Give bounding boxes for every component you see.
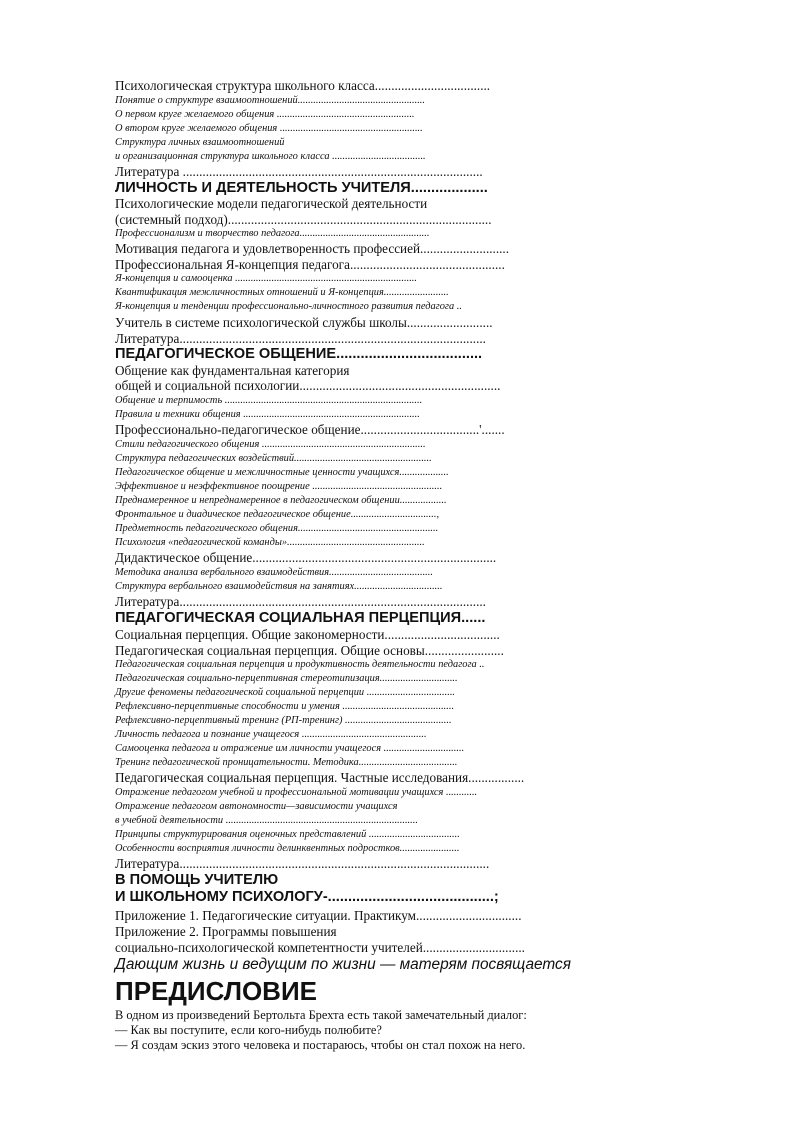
toc-subentry: О первом круге желаемого общения ..................................................... [115, 109, 415, 120]
toc-chapter-heading: И ШКОЛЬНОМУ ПСИХОЛОГУ-.........................................; [115, 889, 499, 905]
toc-subentry: Я-концепция и самооценка ...................................................................... [115, 273, 417, 284]
toc-entry: Социальная перцепция. Общие закономерности................................... [115, 627, 500, 642]
toc-entry: социально-психологической компетентности учителей............................... [115, 940, 525, 955]
toc-subentry: Самооценка педагога и отражение им личности учащегося ............................... [115, 743, 465, 754]
toc-subentry: Фронтальное и диадическое педагогическое общение................................., [115, 509, 440, 520]
toc-subentry: Стили педагогического общения ............................................................... [115, 439, 426, 450]
toc-subentry: Структура личных взаимоотношений [115, 137, 285, 148]
toc-subentry: и организационная структура школьного класса .................................... [115, 151, 426, 162]
toc-entry: Педагогическая социальная перцепция. Общие основы........................ [115, 643, 504, 658]
toc-chapter-heading: ЛИЧНОСТЬ И ДЕЯТЕЛЬНОСТЬ УЧИТЕЛЯ................... [115, 180, 488, 196]
toc-entry: Литература............................................................................................. [115, 594, 486, 609]
toc-subentry: Педагогическая социальная перцепция и продуктивность деятельности педагога .. [115, 659, 485, 670]
toc-subentry: Общение и терпимость ............................................................................ [115, 395, 423, 406]
toc-subentry: Квантификация межличностных отношений и Я-концепция......................... [115, 287, 449, 298]
toc-entry: Профессиональная Я-концепция педагога............................................... [115, 257, 505, 272]
toc-entry: Приложение 2. Программы повышения [115, 924, 337, 939]
toc-entry: Профессионально-педагогическое общение....................................'....... [115, 422, 505, 437]
toc-chapter-heading: ПЕДАГОГИЧЕСКОЕ ОБЩЕНИЕ.................................... [115, 346, 483, 362]
toc-subentry: Понятие о структуре взаимоотношений................................................. [115, 95, 425, 106]
preface-paragraph: В одном из произведений Бертольта Брехта есть такой замечательный диалог: [115, 1008, 527, 1022]
toc-entry: Учитель в системе психологической службы школы.......................... [115, 315, 493, 330]
toc-subentry: в учебной деятельности .......................................................................... [115, 815, 418, 826]
toc-subentry: Я-концепция и тенденции профессионально-личностного развития педагога .. [115, 301, 462, 312]
toc-subentry: Принципы структурирования оценочных представлений ................................... [115, 829, 460, 840]
toc-entry: Литература.............................................................................................. [115, 856, 490, 871]
toc-subentry: О втором круге желаемого общения ....................................................... [115, 123, 423, 134]
toc-subentry: Структура педагогических воздействий..................................................... [115, 453, 432, 464]
toc-subentry: Преднамеренное и непреднамеренное в педагогическом общении.................. [115, 495, 447, 506]
toc-subentry: Методика анализа вербального взаимодействия........................................ [115, 567, 433, 578]
toc-subentry: Особенности восприятия личности делинквентных подростков....................... [115, 843, 460, 854]
toc-subentry: Правила и техники общения .................................................................... [115, 409, 420, 420]
toc-subentry: Педагогическая социально-перцептивная стереотипизация.............................. [115, 673, 458, 684]
toc-subentry: Педагогическое общение и межличностные ценности учащихся................... [115, 467, 449, 478]
toc-entry: (системный подход)................................................................................ [115, 212, 492, 227]
toc-subentry: Рефлексивно-перцептивные способности и умения ........................................... [115, 701, 455, 712]
preface-title: ПРЕДИСЛОВИЕ [115, 976, 317, 1006]
toc-subentry: Тренинг педагогической проницательности. Методика...................................... [115, 757, 458, 768]
preface-paragraph: — Я создам эскиз этого человека и постараюсь, чтобы он стал похож на него. [115, 1038, 526, 1052]
toc-subentry: Другие феномены педагогической социальной перцепции .................................. [115, 687, 456, 698]
toc-entry: Литература............................................................................................. [115, 331, 486, 346]
toc-entry: Психологические модели педагогической деятельности [115, 196, 428, 211]
toc-entry: Общение как фундаментальная категория [115, 363, 350, 378]
toc-subentry: Отражение педагогом учебной и профессиональной мотивации учащихся ............ [115, 787, 478, 798]
toc-entry: общей и социальной психологии............................................................. [115, 378, 501, 393]
toc-chapter-heading: В ПОМОЩЬ УЧИТЕЛЮ [115, 872, 279, 888]
toc-entry: Приложение 1. Педагогические ситуации. Практикум................................ [115, 908, 522, 923]
toc-subentry: Личность педагога и познание учащегося ................................................ [115, 729, 427, 740]
preface-paragraph: — Как вы поступите, если кого-нибудь полюбите? [115, 1023, 382, 1037]
toc-subentry: Структура вербального взаимодействия на занятиях.................................. [115, 581, 443, 592]
toc-subentry: Предметность педагогического общения...................................................... [115, 523, 439, 534]
toc-entry: Педагогическая социальная перцепция. Частные исследования................. [115, 770, 525, 785]
toc-entry: Психологическая структура школьного класса................................... [115, 78, 491, 93]
toc-entry: Дидактическое общение.......................................................................... [115, 550, 497, 565]
toc-chapter-heading: ПЕДАГОГИЧЕСКАЯ СОЦИАЛЬНАЯ ПЕРЦЕПЦИЯ...... [115, 610, 486, 626]
toc-subentry: Профессионализм и творчество педагога.................................................. [115, 228, 430, 239]
toc-subentry: Психология «педагогической команды»..................................................... [115, 537, 425, 548]
toc-subentry: Эффективное и неэффективное поощрение .................................................. [115, 481, 443, 492]
toc-subentry: Отражение педагогом автономности—зависимости учащихся [115, 801, 398, 812]
dedication: Дающим жизнь и ведущим по жизни — матерям посвящается [115, 956, 571, 973]
toc-entry: Мотивация педагога и удовлетворенность профессией........................... [115, 241, 510, 256]
toc-entry: Литература ........................................................................................... [115, 164, 483, 179]
toc-subentry: Рефлексивно-перцептивный тренинг (РП-тренинг) ......................................... [115, 715, 452, 726]
